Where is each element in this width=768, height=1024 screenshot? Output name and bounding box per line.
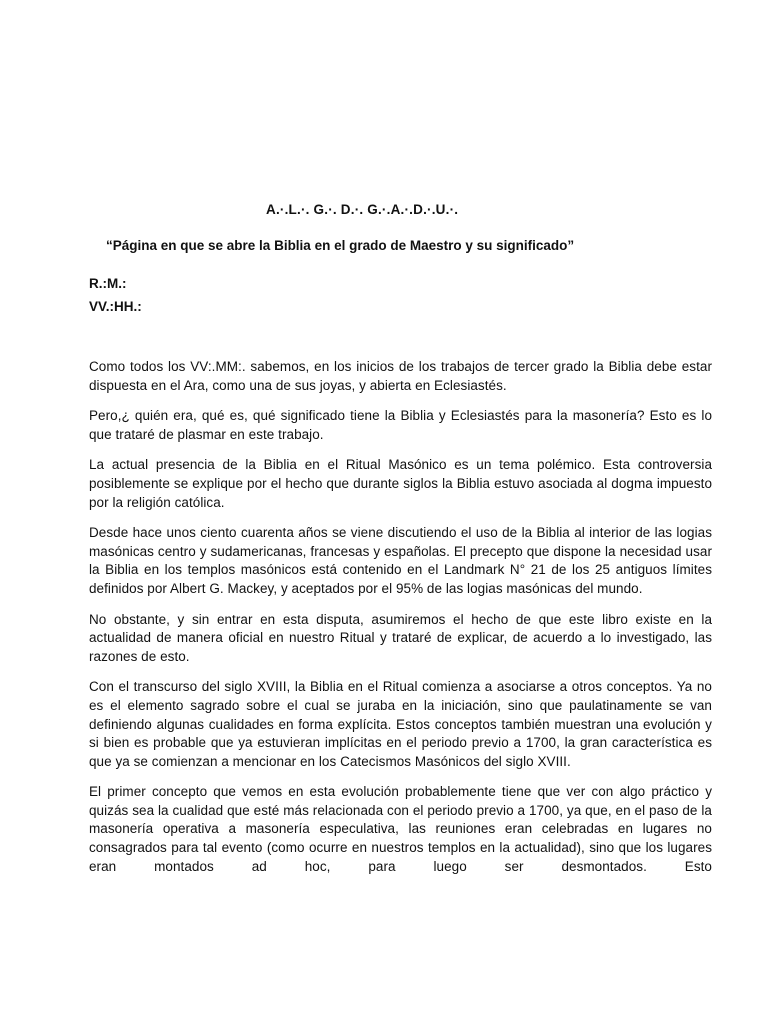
paragraph-4: Desde hace unos ciento cuarenta años se viene discutiendo el uso de la Biblia al interior de las logias masónicas centro y sudamericanas, francesas y españolas. El precepto que dispone la necesidad usar la Biblia en los templos masónicos está contenido en el Landmark N° 21 de los 25 antiguos límites definidos por Albert G. Mackey, y aceptados por el 95% de las logias masónicas del mundo. xyxy=(89,525,712,596)
document-body xyxy=(89,358,712,888)
paragraph-7: El primer concepto que vemos en esta evolución probablemente tiene que ver con algo práctico y quizás sea la cualidad que esté más relacionada con el periodo previo a 1700, ya que, en el paso de la masonería operativa a masonería especulativa, las reuniones eran celebradas en lugares no consagrados para tal evento (como ocurre en nuestros templos en la actualidad), sino que los lugares eran montados ad hoc, para luego ser desmontados. Esto xyxy=(89,784,712,874)
salutation-vvhh: VV.:HH.: xyxy=(89,299,142,314)
paragraph-6: Con el transcurso del siglo XVIII, la Biblia en el Ritual comienza a asociarse a otros conceptos. Ya no es el elemento sagrado sobre el cual se juraba en la iniciación, sino que paulatinamente se van definiendo algunas cualidades en forma explícita. Estos conceptos también muestran una evolución y si bien es probable que ya estuvieran implícitas en el periodo previo a 1700, la gran característica es que ya se comienzan a mencionar en los Catecismos Masónicos del siglo XVIII. xyxy=(89,679,712,769)
paragraph-1: Como todos los VV:.MM:. sabemos, en los inicios de los trabajos de tercer grado la Biblia debe estar dispuesta en el Ara, como una de sus joyas, y abierta en Eclesiastés. xyxy=(89,359,712,393)
paragraph-2: Pero,¿ quién era, qué es, qué significado tiene la Biblia y Eclesiastés para la masonería? Esto es lo que trataré de plasmar en este trabajo. xyxy=(89,408,712,442)
paragraph-5: No obstante, y sin entrar en esta disputa, asumiremos el hecho de que este libro existe en la actualidad de manera oficial en nuestro Ritual y trataré de explicar, de acuerdo a lo investigado, las razones de esto. xyxy=(89,611,712,664)
paragraph-3: La actual presencia de la Biblia en el Ritual Masónico es un tema polémico. Esta controversia posiblemente se explique por el hecho que durante siglos la Biblia estuvo asociada al dogma impuesto por la religión católica. xyxy=(89,457,712,510)
document-title: “Página en que se abre la Biblia en el grado de Maestro y su significado” xyxy=(106,238,575,253)
salutation-rm: R.:M.: xyxy=(89,276,127,291)
masonic-invocation: A.·.L.·. G.·. D.·. G.·.A.·.D.·.U.·. xyxy=(266,202,459,217)
